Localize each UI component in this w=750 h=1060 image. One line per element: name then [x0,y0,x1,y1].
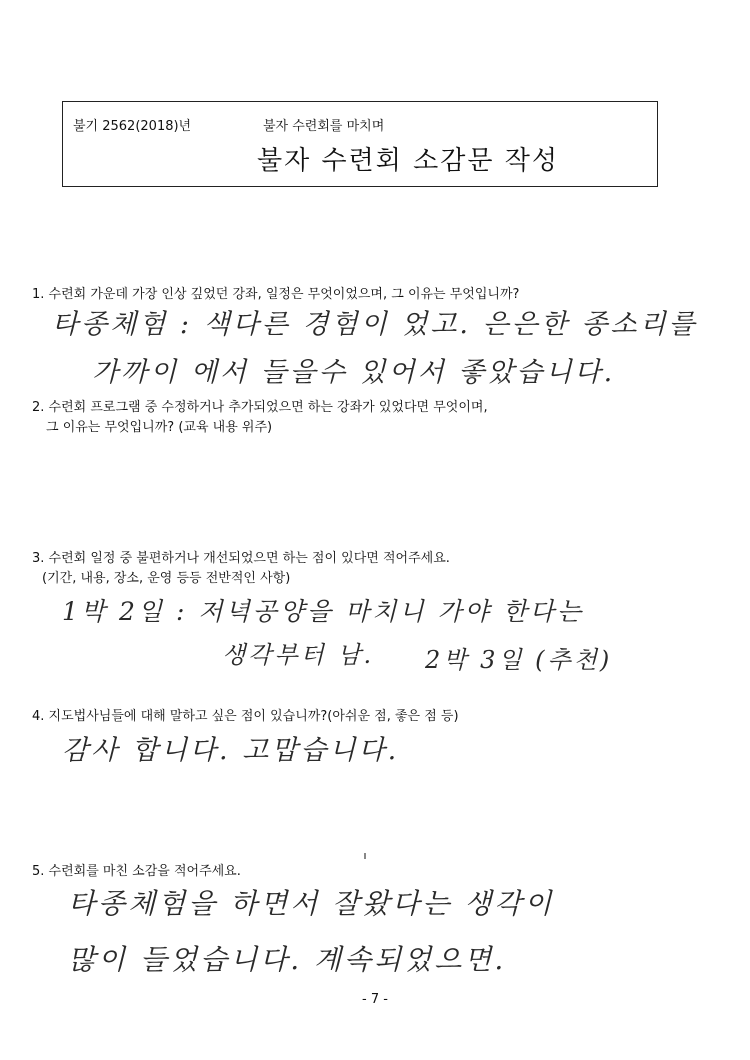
answer-5-line-1: 타종체험을 하면서 잘왔다는 생각이 [68,887,555,920]
question-3 [32,549,450,589]
question-subtext: 그 이유는 무엇입니까? (교육 내용 위주) [46,420,273,435]
question-text: 1. 수련회 가운데 가장 인상 깊었던 강좌, 일정은 무엇이었으며, 그 이유는 무엇입니까? [32,287,520,302]
question-5 [32,862,241,882]
question-text: 2. 수련회 프로그램 중 수정하거나 추가되었으면 하는 강좌가 있었다면 무엇이며, [32,400,488,415]
question-text: 3. 수련회 일정 중 불편하거나 개선되었으면 하는 점이 있다면 적어주세요. [32,551,450,566]
answer-4-line-1: 감사 합니다. 고맙습니다. [62,735,400,766]
header-box [62,101,658,187]
page-number: - 7 - [362,992,388,1007]
ink-mark [364,853,366,859]
question-subtext: (기간, 내용, 장소, 운영 등등 전반적인 사항) [42,571,291,586]
answer-3-line-1: 1박 2일 : 저녁공양을 마치니 가야 한다는 [62,597,585,626]
page-title: 불자 수련회 소감문 작성 [257,146,559,176]
answer-3-line-3: 2박 3일 (추천) [425,646,613,674]
question-2 [32,398,488,438]
answer-1-line-1: 타종체험 : 색다른 경험이 었고. 은은한 종소리를 [52,309,698,340]
answer-5-line-2: 많이 들었습니다. 계속되었으면. [68,943,507,976]
era-label: 불기 2562(2018)년 [73,119,192,134]
question-4 [32,707,459,727]
question-text: 4. 지도법사님들에 대해 말하고 싶은 점이 있습니까?(아쉬운 점, 좋은 점 등) [32,709,459,724]
answer-1-line-2: 가까이 에서 들을수 있어서 좋았습니다. [92,357,616,388]
answer-3-line-2: 생각부터 남. [222,641,375,669]
question-text: 5. 수련회를 마친 소감을 적어주세요. [32,864,241,879]
subtitle: 불자 수련회를 마치며 [263,119,385,134]
